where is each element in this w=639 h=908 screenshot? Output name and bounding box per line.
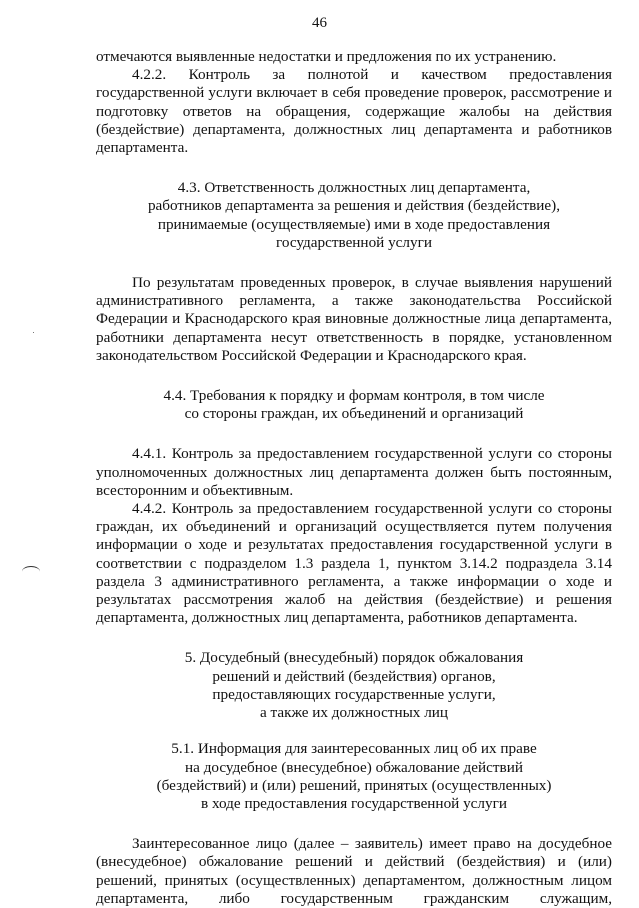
paragraph-5-1-body: Заинтересованное лицо (далее – заявитель) имеет право на досудебное (внесудебное) обжалование решений и действий (бездействия) и (или) решений, принятых (осуществленных) департаментом, должностным лицом департамента, либо государственным гражданским служащим, — [96, 835, 612, 907]
heading-line: 4.4. Требования к порядку и формам контроля, в том числе — [163, 387, 545, 405]
paragraph-4-2-2: 4.2.2. Контроль за полнотой и качеством предоставления государственной услуги включает в себя проведение проверок, рассмотрение и подготовку ответов на обращения, содержащие жалобы на действия (бездействие) департамента, должностных лиц департамента и работников департамента. — [96, 66, 612, 157]
section-heading-4-3 — [96, 179, 612, 252]
heading-line: а также их должностных лиц — [259, 704, 449, 722]
paragraph-4-4-2: 4.4.2. Контроль за предоставлением государственной услуги со стороны граждан, их объединений и организаций осуществляется путем получения информации о ходе и результатах предоставления государственной услуги в соответствии с подразделом 1.3 раздела 1, пунктом 3.14.2 подраздела 3.14 раздела 3 административного регламента, а также информации о ходе и результатах рассмотрения жалоб на действия (бездействие) и решения департамента, должностных лиц департамента, работников департамента. — [96, 500, 612, 627]
document-body — [96, 48, 612, 908]
scan-artifact-mark — [22, 566, 40, 577]
section-heading-4-4 — [96, 387, 612, 423]
heading-line: предоставляющих государственные услуги, — [212, 685, 496, 703]
paragraph-4-4-1: 4.4.1. Контроль за предоставлением государственной услуги со стороны уполномоченных должностных лиц департамента должен быть постоянным, всесторонним и объективным. — [96, 445, 612, 499]
heading-line: 4.3. Ответственность должностных лиц департамента, — [177, 179, 531, 197]
section-heading-5-1 — [96, 740, 612, 813]
heading-line: в ходе предоставления государственной услуги — [201, 794, 507, 812]
heading-line: на досудебное (внесудебное) обжалование действий — [185, 758, 523, 776]
heading-line: государственной услуги — [276, 233, 432, 251]
paragraph-continuation: отмечаются выявленные недостатки и предложения по их устранению. — [96, 48, 557, 65]
scan-artifact-dot — [33, 332, 34, 333]
heading-line: 5. Досудебный (внесудебный) порядок обжалования — [184, 649, 524, 667]
page-number: 46 — [312, 15, 327, 31]
paragraph-responsibility: По результатам проведенных проверок, в случае выявления нарушений административного регламента, а также законодательства Российской Федерации и Краснодарского края виновные должностные лица департамента, работники департамента несут ответственность в порядке, установленном законодательством Российской Федерации и Краснодарского края. — [96, 274, 612, 364]
section-heading-5 — [96, 649, 612, 722]
heading-line: работников департамента за решения и действия (бездействие), — [147, 197, 561, 215]
heading-line: со стороны граждан, их объединений и организаций — [184, 405, 524, 423]
heading-line: (бездействий) и (или) решений, принятых (осуществленных) — [156, 776, 552, 794]
heading-line: принимаемые (осуществляемые) ими в ходе предоставления — [157, 215, 551, 233]
heading-line: 5.1. Информация для заинтересованных лиц об их праве — [171, 740, 537, 758]
heading-line: решений и действий (бездействия) органов, — [212, 667, 496, 685]
